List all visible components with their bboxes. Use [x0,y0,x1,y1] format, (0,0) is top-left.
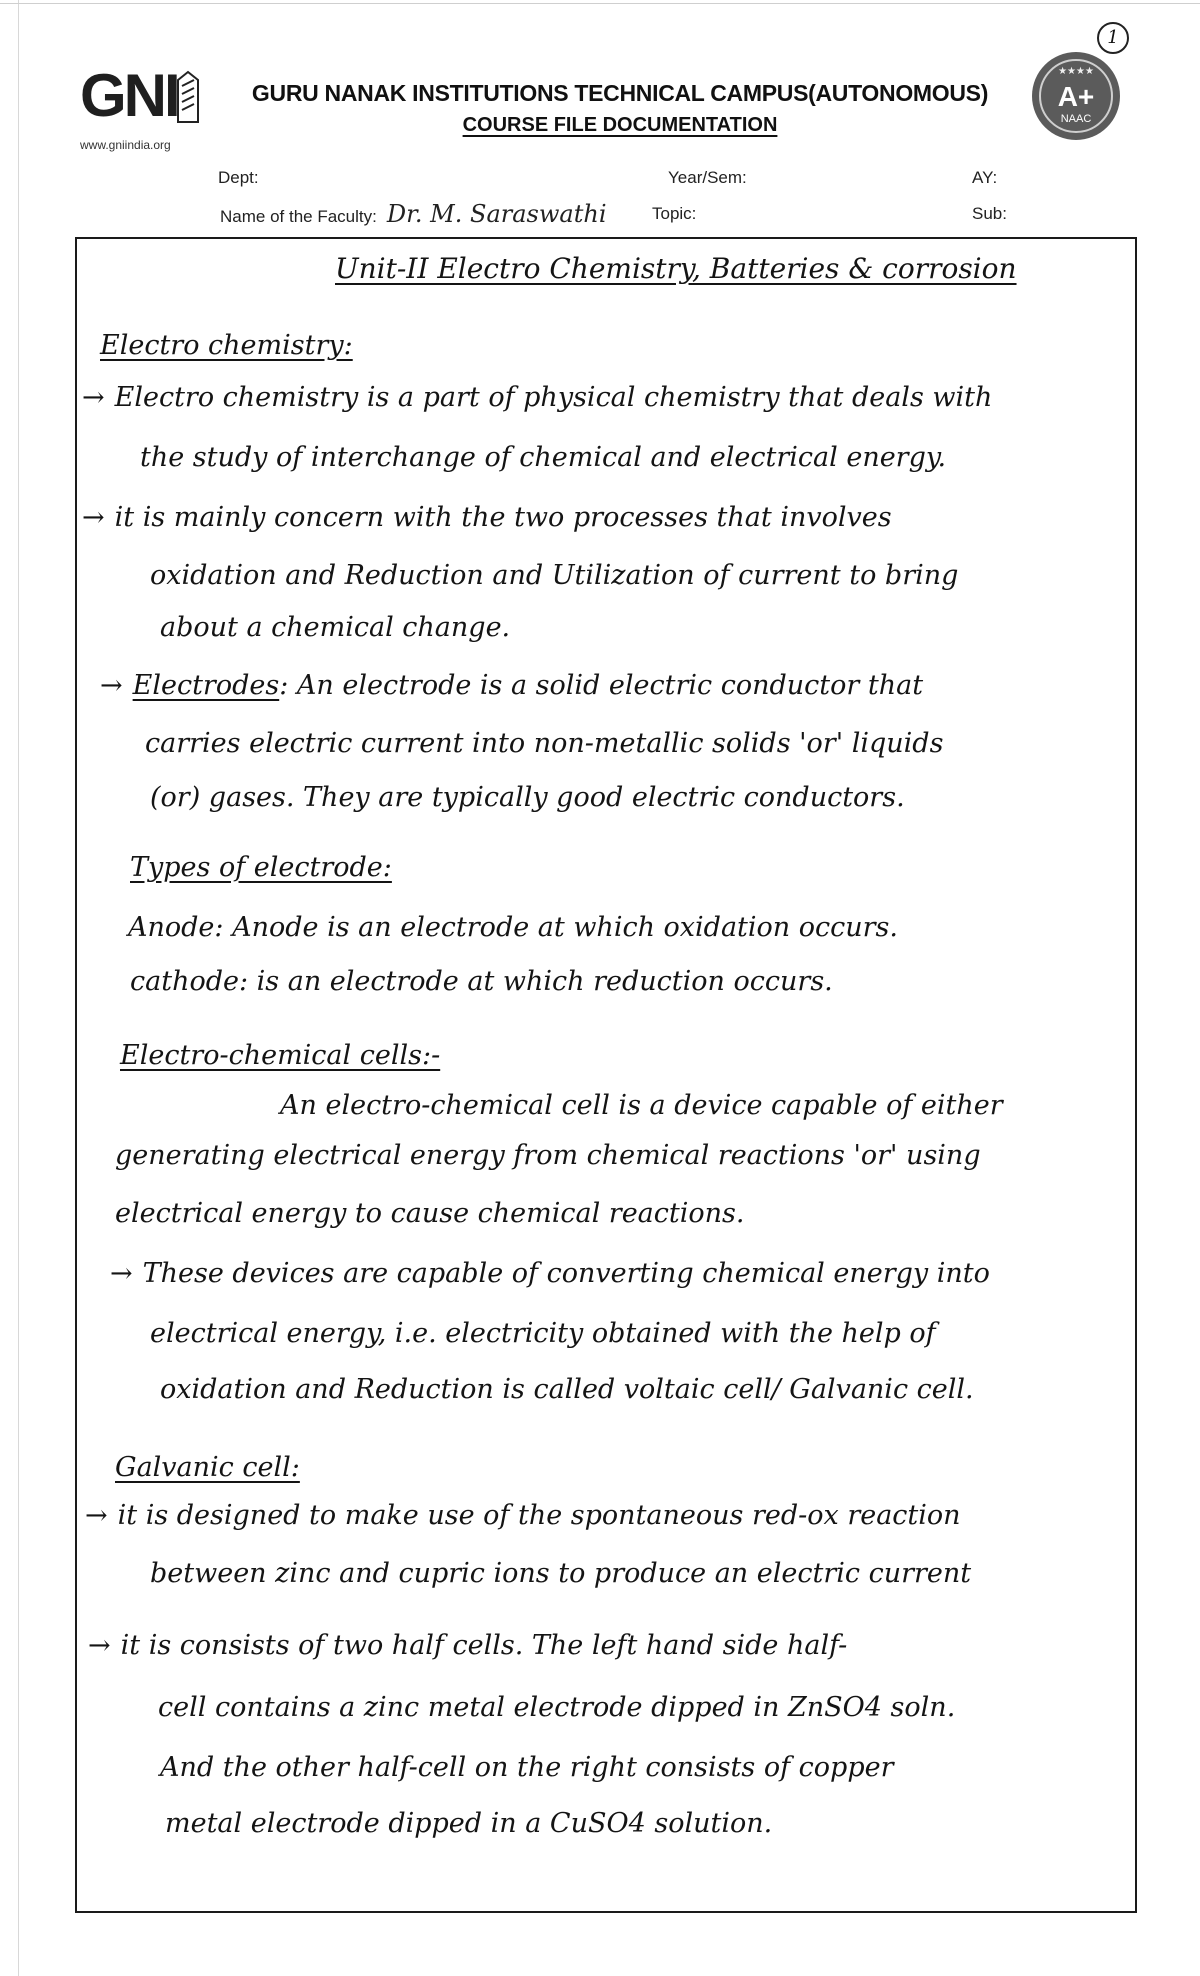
arrow-icon: → [82,382,105,413]
electrodes-label: Electrodes [132,670,280,701]
page-left-edge [18,0,19,1976]
arrow-icon: → [110,1258,133,1289]
cells-line-5: electrical energy, i.e. electricity obtained with the help of [150,1318,936,1349]
ec-line-2: the study of interchange of chemical and electrical energy. [140,442,947,473]
faculty-label: Name of the Faculty: [220,207,377,226]
naac-label: NAAC [1060,113,1092,125]
dept-label: Dept: [218,168,259,187]
faculty-name: Dr. M. Saraswathi [386,200,607,228]
svg-text:★★★★: ★★★★ [1058,66,1094,77]
sub-label: Sub: [972,204,1007,223]
page-number: 1 [1097,22,1129,54]
ec-line-1: → Electro chemistry is a part of physical chemistry that deals with [82,382,993,413]
galvanic-line-5: And the other half-cell on the right consists of copper [160,1752,894,1783]
electrodes-line-1: → Electrodes: An electrode is a solid electric conductor that [100,670,924,701]
galvanic-line-4: cell contains a zinc metal electrode dipped in ZnSO4 soln. [158,1692,956,1723]
electrodes-line-3: (or) gases. They are typically good electric conductors. [150,782,905,813]
logo-text: GNI [80,62,178,129]
cells-line-6: oxidation and Reduction is called voltaic cell/ Galvanic cell. [160,1374,974,1405]
anode-line: Anode: Anode is an electrode at which oxidation occurs. [128,912,898,943]
galvanic-heading: Galvanic cell: [115,1452,300,1483]
types-heading: Types of electrode: [130,852,392,883]
institution-name: GURU NANAK INSTITUTIONS TECHNICAL CAMPUS(AUTONOMOUS) [251,80,989,106]
notes-area [75,237,1137,1913]
galvanic-line-2: between zinc and cupric ions to produce an electric current [150,1558,972,1589]
cells-heading: Electro-chemical cells:- [120,1040,441,1071]
ec-line-3: → it is mainly concern with the two processes that involves [82,502,892,533]
ay-label: AY: [972,168,998,187]
ec-line-5: about a chemical change. [160,612,511,643]
galvanic-line-6: metal electrode dipped in a CuSO4 solution. [165,1808,773,1839]
page-top-edge [0,3,1200,4]
arrow-icon: → [100,670,123,701]
document-title: COURSE FILE DOCUMENTATION [462,114,778,136]
cells-line-1: An electro-chemical cell is a device capable of either [280,1090,1003,1121]
book-icon [176,70,200,124]
cells-line-2: generating electrical energy from chemical reactions 'or' using [115,1140,981,1171]
galvanic-line-3: → it is consists of two half cells. The left hand side half- [88,1630,848,1661]
gni-logo [80,62,200,176]
naac-grade: A+ [1057,81,1095,112]
website-url: www.gniindia.org [80,138,171,152]
faculty-row [220,200,607,228]
naac-seal-icon [1030,50,1122,142]
arrow-icon: → [85,1500,108,1531]
ec-line-4: oxidation and Reduction and Utilization of current to bring [150,560,959,591]
topic-label: Topic: [652,204,697,223]
arrow-icon: → [82,502,105,533]
electrochemistry-heading: Electro chemistry: [100,330,353,361]
arrow-icon: → [88,1630,111,1661]
cells-line-3: electrical energy to cause chemical reactions. [115,1198,745,1229]
unit-title: Unit-II Electro Chemistry, Batteries & corrosion [335,252,1017,285]
yearsem-label: Year/Sem: [668,168,747,187]
galvanic-line-1: → it is designed to make use of the spontaneous red-ox reaction [85,1500,961,1531]
cells-line-4: → These devices are capable of converting chemical energy into [110,1258,990,1289]
electrodes-line-2: carries electric current into non-metallic solids 'or' liquids [145,728,944,759]
cathode-line: cathode: is an electrode at which reduction occurs. [130,966,833,997]
